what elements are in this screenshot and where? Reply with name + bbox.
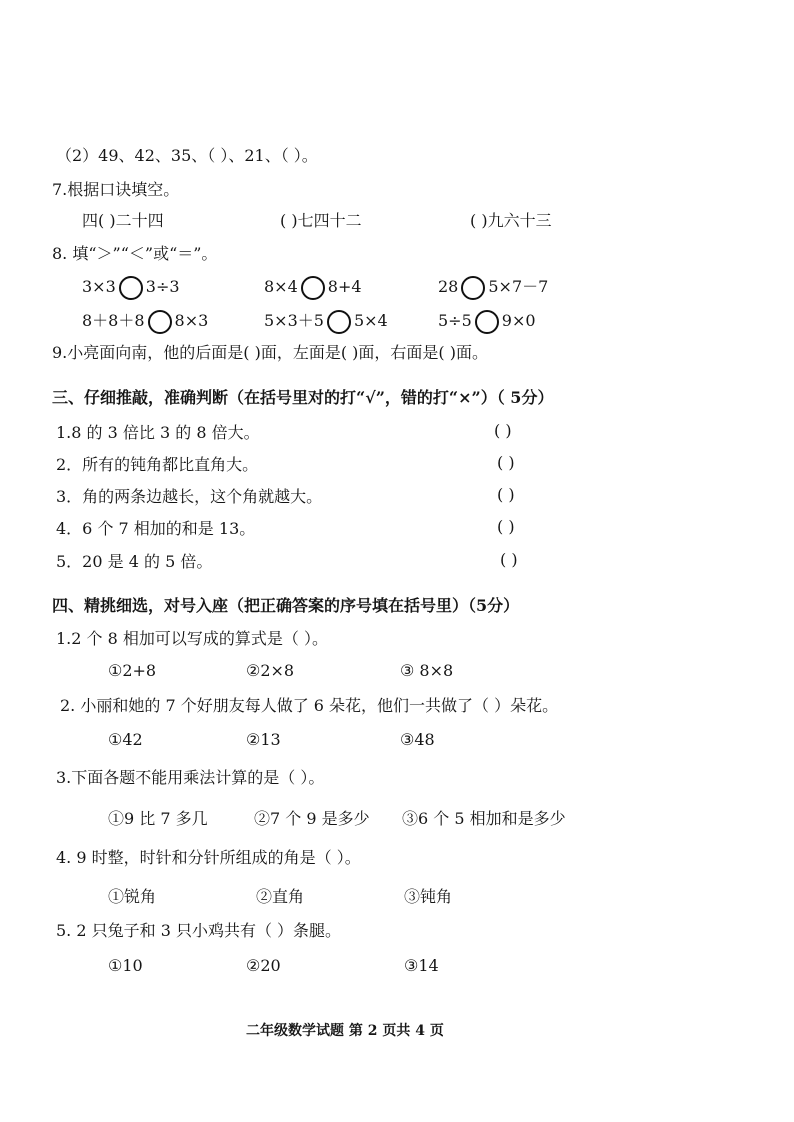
q8-left: 3×3: [82, 277, 116, 296]
q8-compare-1: [82, 275, 180, 300]
s4-q5-option-1[interactable]: ①10: [108, 956, 143, 975]
q8-left: 8＋8＋8: [82, 311, 145, 330]
s3-answer-paren-2[interactable]: ( ): [497, 453, 515, 472]
q8-compare-6: [438, 309, 536, 334]
q8-right: 9×0: [501, 311, 536, 330]
s3-answer-paren-1[interactable]: ( ): [494, 421, 512, 440]
s4-q1-stem: 1.2 个 8 相加可以写成的算式是（ ）。: [56, 629, 328, 648]
q8-right: 5×4: [353, 311, 388, 330]
s4-q3-stem: 3.下面各题不能用乘法计算的是（ ）。: [56, 768, 325, 787]
s3-answer-paren-3[interactable]: ( ): [497, 485, 515, 504]
q8-left: 28: [438, 277, 459, 296]
q9: 9.小亮面向南，他的后面是( )面，左面是( )面，右面是( )面。: [52, 343, 488, 362]
q7-title: 7.根据口诀填空。: [52, 180, 180, 199]
s4-q4-option-3[interactable]: ③钝角: [404, 887, 453, 906]
q7-item-3: ( )九六十三: [470, 211, 552, 230]
s3-item-3: 3．角的两条边越长，这个角就越大。: [56, 487, 323, 506]
s4-q5-option-3[interactable]: ③14: [404, 956, 439, 975]
s4-q5-stem: 5. 2 只兔子和 3 只小鸡共有（ ）条腿。: [56, 921, 342, 940]
q6-part2: （2）49、42、35、（ ）、21、（ ）。: [56, 146, 318, 165]
compare-circle[interactable]: [148, 310, 172, 334]
s4-q5-option-2[interactable]: ②20: [246, 956, 281, 975]
section3-title: 三、仔细推敲，准确判断（在括号里对的打“√”，错的打“×”）（ 5分）: [52, 388, 554, 407]
q8-right: 5×7－7: [488, 277, 549, 296]
s4-q4-option-2[interactable]: ②直角: [256, 887, 305, 906]
compare-circle[interactable]: [327, 310, 351, 334]
s4-q1-option-3[interactable]: ③ 8×8: [400, 661, 454, 680]
q7-item-1: 四( )二十四: [82, 211, 164, 230]
s3-item-4: 4．6 个 7 相加的和是 13。: [56, 519, 256, 538]
s4-q1-option-1[interactable]: ①2+8: [108, 661, 157, 680]
q8-right: 8+4: [327, 277, 362, 296]
compare-circle[interactable]: [301, 276, 325, 300]
s4-q2-option-2[interactable]: ②13: [246, 730, 281, 749]
q8-left: 5÷5: [438, 311, 472, 330]
s4-q4-stem: 4. 9 时整，时针和分针所组成的角是（ ）。: [56, 848, 361, 867]
s3-answer-paren-4[interactable]: ( ): [497, 517, 515, 536]
q8-right: 8×3: [174, 311, 209, 330]
s4-q3-option-1[interactable]: ①9 比 7 多几: [108, 809, 208, 828]
s4-q4-option-1[interactable]: ①锐角: [108, 887, 157, 906]
s4-q1-option-2[interactable]: ②2×8: [246, 661, 295, 680]
compare-circle[interactable]: [119, 276, 143, 300]
compare-circle[interactable]: [475, 310, 499, 334]
section4-title: 四、精挑细选，对号入座（把正确答案的序号填在括号里）（5分）: [52, 596, 520, 615]
q8-right: 3÷3: [145, 277, 180, 296]
s3-item-2: 2．所有的钝角都比直角大。: [56, 455, 259, 474]
compare-circle[interactable]: [461, 276, 485, 300]
q8-compare-2: [264, 275, 362, 300]
s4-q2-stem: 2. 小丽和她的 7 个好朋友每人做了 6 朵花，他们一共做了（ ）朵花。: [60, 696, 559, 715]
q8-left: 8×4: [264, 277, 298, 296]
s4-q2-option-1[interactable]: ①42: [108, 730, 143, 749]
s3-item-5: 5．20 是 4 的 5 倍。: [56, 552, 213, 571]
q8-compare-4: [82, 309, 208, 334]
s4-q3-option-2[interactable]: ②7 个 9 是多少: [254, 809, 370, 828]
q8-title: 8. 填“＞”“＜”或“＝”。: [52, 244, 218, 263]
q8-left: 5×3＋5: [264, 311, 324, 330]
q7-item-2: ( )七四十二: [280, 211, 362, 230]
s4-q2-option-3[interactable]: ③48: [400, 730, 435, 749]
page-footer: 二年级数学试题 第 2 页共 4 页: [246, 1023, 444, 1039]
q8-compare-3: [438, 275, 548, 300]
s3-item-1: 1.8 的 3 倍比 3 的 8 倍大。: [56, 423, 260, 442]
q8-compare-5: [264, 309, 388, 334]
s3-answer-paren-5[interactable]: ( ): [500, 550, 518, 569]
s4-q3-option-3[interactable]: ③6 个 5 相加和是多少: [402, 809, 566, 828]
